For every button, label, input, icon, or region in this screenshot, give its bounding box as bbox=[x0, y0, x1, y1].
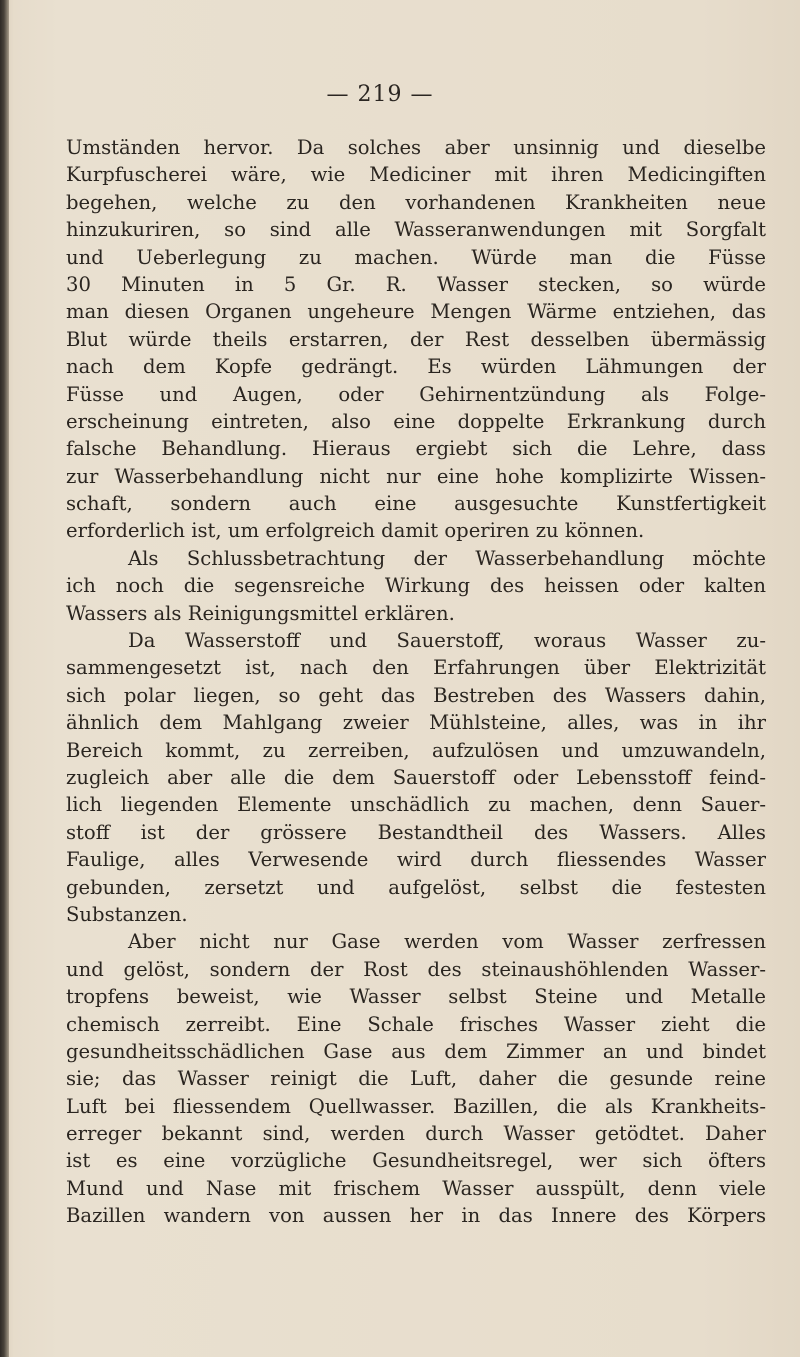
text-line: Aber nicht nur Gase werden vom Wasser zerfressen bbox=[128, 930, 766, 954]
text-line: Kurpfuscherei wäre, wie Mediciner mit ihren Medicingiften bbox=[66, 163, 766, 187]
text-line: sie; das Wasser reinigt die Luft, daher die gesunde reine bbox=[66, 1067, 766, 1091]
text-line: ist es eine vorzügliche Gesundheitsregel, wer sich öfters bbox=[66, 1149, 766, 1173]
text-line: Füsse und Augen, oder Gehirnentzündung als Folge- bbox=[66, 382, 766, 406]
text-line: Substanzen. bbox=[66, 902, 188, 926]
text-line: Da Wasserstoff und Sauerstoff, woraus Wasser zu- bbox=[128, 629, 766, 653]
text-line: hinzukuriren, so sind alle Wasseranwendungen mit Sorgfalt bbox=[66, 218, 766, 242]
text-line: und gelöst, sondern der Rost des steinaushöhlenden Wasser- bbox=[66, 957, 766, 981]
text-line: falsche Behandlung. Hieraus ergiebt sich die Lehre, dass bbox=[66, 437, 766, 461]
text-line: erscheinung eintreten, also eine doppelte Erkrankung durch bbox=[66, 409, 766, 433]
text-line: zugleich aber alle die dem Sauerstoff oder Lebensstoff feind- bbox=[66, 765, 766, 789]
text-line: tropfens beweist, wie Wasser selbst Steine und Metalle bbox=[66, 985, 766, 1009]
text-line: Luft bei fliessendem Quellwasser. Bazillen, die als Krankheits- bbox=[66, 1094, 766, 1118]
text-line: Umständen hervor. Da solches aber unsinnig und dieselbe bbox=[66, 136, 766, 159]
page-number: — 219 — bbox=[326, 82, 434, 107]
text-line: gesundheitsschädlichen Gase aus dem Zimmer an und bindet bbox=[66, 1039, 766, 1063]
text-line: 30 Minuten in 5 Gr. R. Wasser stecken, so würde bbox=[66, 272, 766, 296]
text-line: zur Wasserbehandlung nicht nur eine hohe komplizirte Wissen- bbox=[66, 464, 766, 488]
text-line: schaft, sondern auch eine ausgesuchte Kunstfertigkeit bbox=[66, 492, 766, 516]
text-line: Blut würde theils erstarren, der Rest desselben übermässig bbox=[66, 327, 766, 351]
text-line: gebunden, zersetzt und aufgelöst, selbst die festesten bbox=[66, 875, 766, 899]
text-line: begehen, welche zu den vorhandenen Krankheiten neue bbox=[66, 190, 766, 214]
text-line: stoff ist der grössere Bestandtheil des Wassers. Alles bbox=[66, 820, 766, 844]
text-line: man diesen Organen ungeheure Mengen Wärme entziehen, das bbox=[66, 300, 766, 324]
text-line: sich polar liegen, so geht das Bestreben des Wassers dahin, bbox=[66, 683, 766, 707]
text-line: ähnlich dem Mahlgang zweier Mühlsteine, alles, was in ihr bbox=[66, 711, 766, 735]
text-line: erforderlich ist, um erfolgreich damit operiren zu können. bbox=[66, 519, 645, 543]
text-line: Faulige, alles Verwesende wird durch fliessendes Wasser bbox=[66, 848, 766, 872]
text-line: erreger bekannt sind, werden durch Wasser getödtet. Daher bbox=[66, 1122, 766, 1146]
body-text bbox=[66, 134, 766, 1230]
text-line: Als Schlussbetrachtung der Wasserbehandlung möchte bbox=[128, 546, 766, 570]
book-binding-edge bbox=[0, 0, 9, 1357]
text-line: Wassers als Reinigungsmittel erklären. bbox=[66, 601, 455, 625]
text-line: sammengesetzt ist, nach den Erfahrungen über Elektrizität bbox=[66, 656, 766, 680]
text-line: Bereich kommt, zu zerreiben, aufzulösen und umzuwandeln, bbox=[66, 738, 766, 762]
text-line: Bazillen wandern von aussen her in das Innere des Körpers bbox=[66, 1204, 766, 1228]
text-line: und Ueberlegung zu machen. Würde man die Füsse bbox=[66, 245, 766, 269]
text-line: lich liegenden Elemente unschädlich zu machen, denn Sauer- bbox=[66, 793, 766, 817]
text-line: chemisch zerreibt. Eine Schale frisches Wasser zieht die bbox=[66, 1012, 766, 1036]
text-line: nach dem Kopfe gedrängt. Es würden Lähmungen der bbox=[66, 355, 766, 379]
text-line: Mund und Nase mit frischem Wasser ausspült, denn viele bbox=[66, 1176, 766, 1200]
text-line: ich noch die segensreiche Wirkung des heissen oder kalten bbox=[66, 574, 766, 598]
